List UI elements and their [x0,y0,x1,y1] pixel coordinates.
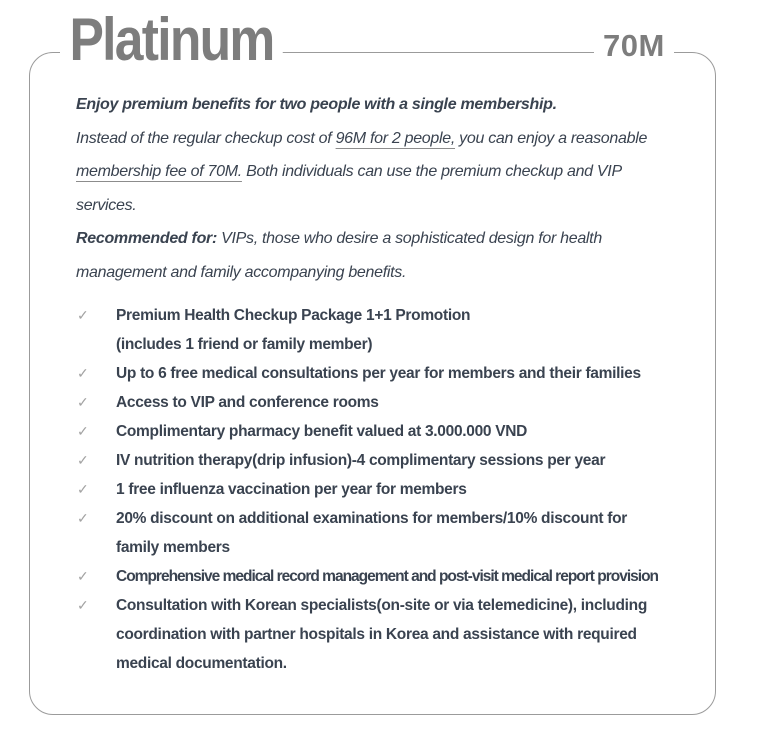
check-icon: ✓ [77,568,89,584]
benefit-line: (includes 1 friend or family member) [116,336,373,353]
check-icon: ✓ [77,597,89,613]
benefit-item [76,388,689,417]
benefit-item [76,446,689,475]
benefit-item [76,417,689,446]
benefit-item [76,359,689,388]
check-icon: ✓ [77,510,89,526]
check-icon: ✓ [77,481,89,497]
recommended-line1-text: VIPs, those who desire a sophisticated design for health [217,230,602,247]
benefit-item [76,301,689,359]
intro-line1-post: you can enjoy a reasonable [455,129,648,147]
membership-card [29,52,716,715]
intro-paragraph-line1 [76,122,689,156]
benefit-line: medical documentation. [116,655,287,672]
benefit-line: coordination with partner hospitals in Korea and assistance with required [116,626,637,643]
benefit-item [76,475,689,504]
package-name: Platinum [60,12,283,68]
package-price: 70M [594,31,674,61]
recommended-line1 [76,222,689,256]
intro-paragraph-line3: services. [76,196,137,214]
benefit-line: Access to VIP and conference rooms [116,394,379,411]
check-icon: ✓ [77,452,89,468]
intro-paragraph-line2 [76,155,689,189]
benefit-item [76,504,689,562]
recommended-label: Recommended for: [76,230,217,247]
benefit-line: 1 free influenza vaccination per year for members [116,481,467,498]
check-icon: ✓ [77,394,89,410]
benefit-line: Premium Health Checkup Package 1+1 Promotion [116,307,471,324]
benefit-line: family members [116,539,230,556]
check-icon: ✓ [77,423,89,439]
benefit-item [76,591,689,678]
benefit-line: Comprehensive medical record management and post-visit medical report provision [116,568,659,585]
check-icon: ✓ [77,307,89,323]
benefit-line: IV nutrition therapy(drip infusion)-4 complimentary sessions per year [116,452,606,469]
benefit-item [76,562,689,591]
card-content [30,53,715,678]
benefits-list [76,301,689,678]
intro-line1-pre: Instead of the regular checkup cost of [76,129,336,147]
intro-line2-post: Both individuals can use the premium checkup and VIP [241,163,622,180]
benefit-line: 20% discount on additional examinations for members/10% discount for [116,510,628,527]
benefit-line: Consultation with Korean specialists(on-site or via telemedicine), including [116,597,647,614]
intro-headline: Enjoy premium benefits for two people with a single membership. [76,96,557,113]
benefit-line: Up to 6 free medical consultations per year for members and their families [116,365,641,382]
benefit-line: Complimentary pharmacy benefit valued at 3.000.000 VND [116,423,528,440]
underlined-regular-cost: 96M for 2 people, [335,129,456,147]
check-icon: ✓ [77,365,89,381]
intro-block [76,88,689,289]
recommended-line2: management and family accompanying benefits. [76,263,407,281]
underlined-membership-fee: membership fee of 70M. [76,163,242,180]
